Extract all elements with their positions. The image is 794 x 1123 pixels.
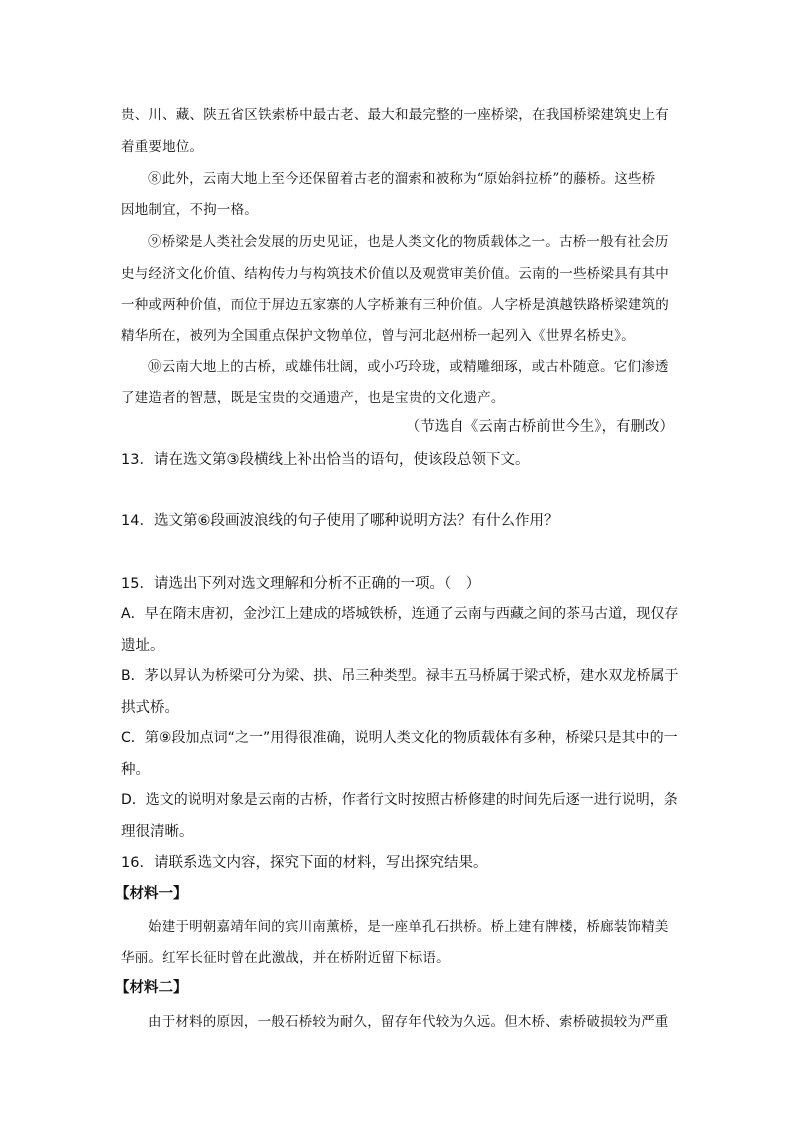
paragraph-9-line: 精华所在，被列为全国重点保护文物单位，曾与河北赵州桥一起列入《世界名桥史》。 [121,328,635,344]
paragraph-9-line: 一种或两种价值，而位于屏边五家寨的人字桥兼有三种价值。人字桥是滇越铁路桥梁建筑的 [121,297,669,313]
material-1-line: 华丽。红军长征时曾在此激战，并在桥附近留下标语。 [121,950,450,966]
paragraph-9-line: ⑨桥梁是人类社会发展的历史见证，也是人类文化的物质载体之一。古桥一般有社会历 [148,234,669,250]
material-2-title: 【材料二】 [115,980,188,996]
option-c-cont: 种。 [121,762,150,778]
material-2-line: 由于材料的原因，一般石桥较为耐久，留存年代较为久远。但木桥、索桥破损较为严重 [148,1014,669,1030]
question-13: 13．请在选文第③段横线上补出恰当的语句，使该段总领下文。 [121,452,530,468]
option-b: B．茅以昇认为桥梁可分为梁、拱、吊三种类型。禄丰五马桥属于梁式桥，建水双龙桥属于 [121,668,679,684]
question-15: 15．请选出下列对选文理解和分析不正确的一项。（ ） [121,576,481,592]
paragraph-10-line: ⑩云南大地上的古桥，或雄伟壮阔，或小巧玲珑，或精雕细琢，或古朴随意。它们渗透 [148,359,669,375]
option-a: A．早在隋末唐初，金沙江上建成的塔城铁桥，连通了云南与西藏之间的茶马古道，现仅存 [121,606,679,622]
option-d-cont: 理很清晰。 [121,824,194,840]
material-1-title: 【材料一】 [115,886,188,902]
paragraph-8-line: 因地制宜，不拘一格。 [121,202,258,218]
option-a-cont: 遗址。 [121,638,165,654]
option-c: C．第⑨段加点词“之一”用得很准确，说明人类文化的物质载体有多种，桥梁只是其中的一 [121,730,678,746]
passage-text-line: 贵、川、藏、陕五省区铁索桥中最古老、最大和最完整的一座桥梁，在我国桥梁建筑史上有 [121,107,669,123]
material-1-line: 始建于明朝嘉靖年间的宾川南薰桥，是一座单孔石拱桥。桥上建有牌楼，桥廊装饰精美 [148,919,669,935]
option-d: D．选文的说明对象是云南的古桥，作者行文时按照古桥修建的时间先后逐一进行说明，条 [121,792,678,808]
paragraph-8-line: ⑧此外，云南大地上至今还保留着古老的溜索和被称为“原始斜拉桥”的藤桥。这些桥 [148,171,656,187]
question-16: 16．请联系选文内容，探究下面的材料，写出探究结果。 [121,855,488,871]
paragraph-9-line: 史与经济文化价值、结构传力与构筑技术价值以及观赏审美价值。云南的一些桥梁具有其中 [121,266,669,282]
passage-text-line: 着重要地位。 [121,139,204,155]
question-14: 14．选文第⑥段画波浪线的句子使用了哪种说明方法？有什么作用？ [121,513,559,529]
source-citation: （节选自《云南古桥前世今生》，有删改） [405,419,674,435]
paragraph-10-line: 了建造者的智慧，既是宝贵的交通遗产，也是宝贵的文化遗产。 [121,390,505,406]
option-b-cont: 拱式桥。 [121,700,179,716]
